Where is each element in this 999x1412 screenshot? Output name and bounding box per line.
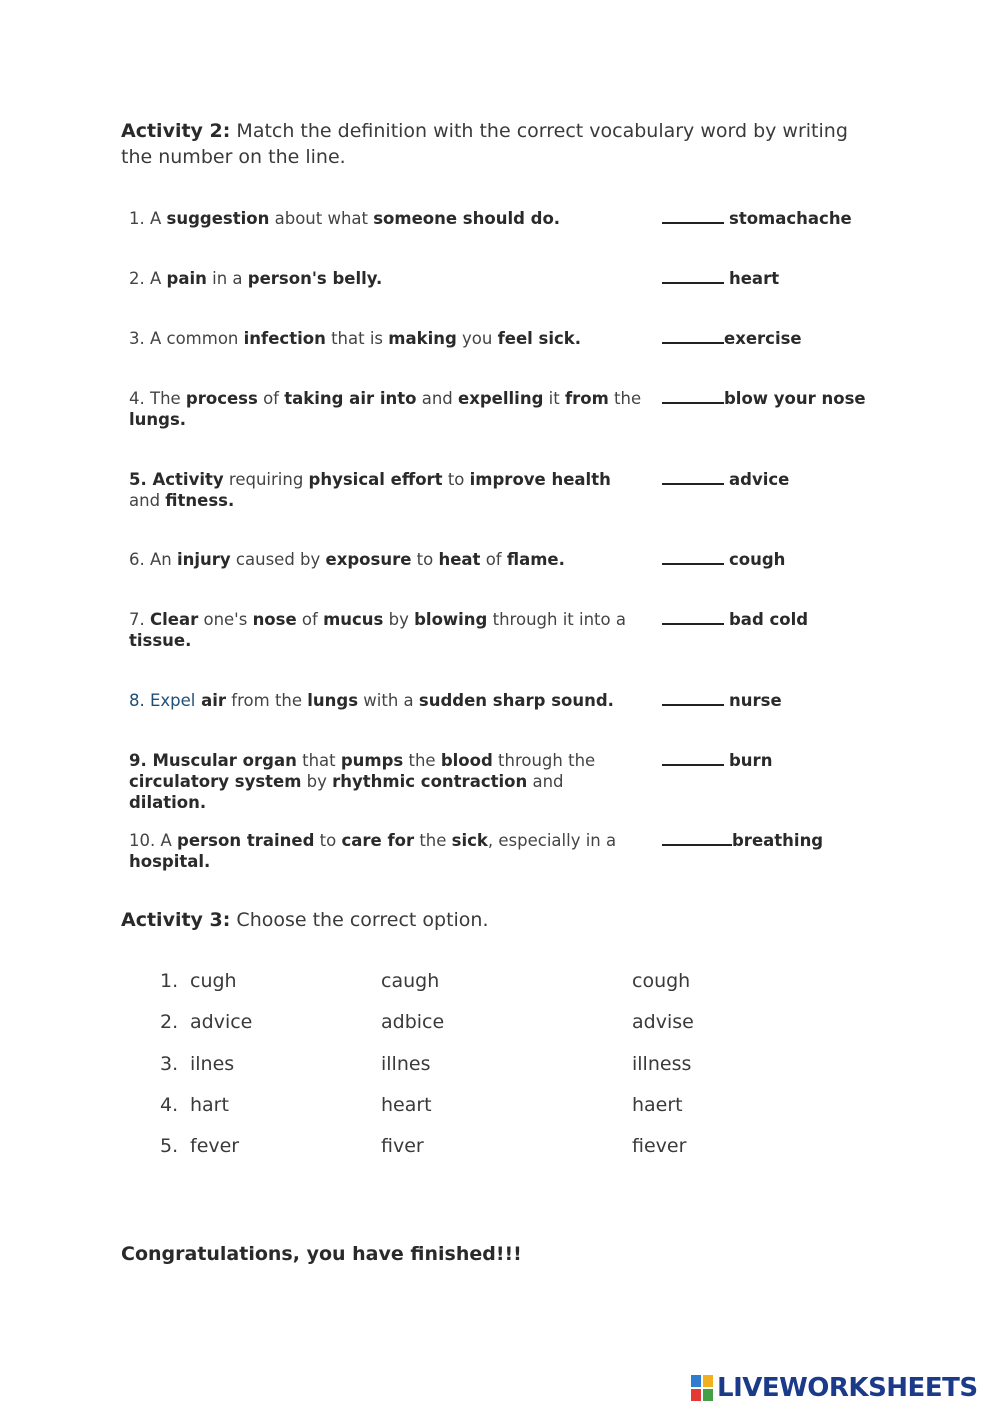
definition-2 (129, 268, 644, 289)
match-row-2 (662, 268, 779, 289)
definition-segment: caused by (230, 550, 326, 569)
answer-blank-10[interactable] (662, 830, 732, 846)
definition-segment: with a (358, 691, 419, 710)
definition-segment: that is (325, 329, 389, 348)
definition-segment: through the (492, 751, 596, 770)
activity3-heading (121, 907, 861, 933)
option-number: 3. (160, 1053, 179, 1075)
activity3-label: Activity 3: (121, 909, 231, 931)
definition-segment: from (564, 389, 609, 408)
option-c[interactable]: illness (632, 1053, 692, 1075)
vocab-word-9: burn (729, 751, 773, 770)
answer-blank-6[interactable] (662, 549, 724, 565)
definition-6 (129, 549, 644, 570)
definition-segment: sick (451, 831, 488, 850)
definition-segment: 6. An (129, 550, 177, 569)
liveworksheets-mark-icon (691, 1375, 713, 1401)
definition-segment: dilation. (129, 793, 207, 812)
definition-segment: taking air into (284, 389, 417, 408)
option-b[interactable]: illnes (381, 1053, 431, 1075)
definition-segment: you (456, 329, 498, 348)
match-row-6 (662, 549, 785, 570)
answer-blank-7[interactable] (662, 609, 724, 625)
vocab-word-4: blow your nose (724, 389, 866, 408)
definition-segment: circulatory system (129, 772, 302, 791)
option-a[interactable]: fever (190, 1135, 240, 1157)
option-a[interactable]: ilnes (190, 1053, 235, 1075)
option-a[interactable]: advice (190, 1011, 253, 1033)
definition-segment: 1. A (129, 209, 167, 228)
match-row-3 (662, 328, 802, 349)
match-row-4 (662, 388, 866, 409)
definition-segment: and (129, 491, 166, 510)
option-a[interactable]: hart (190, 1094, 229, 1116)
definition-segment: 4. The (129, 389, 186, 408)
definition-segment: pumps (340, 751, 404, 770)
vocab-word-10: breathing (732, 831, 824, 850)
liveworksheets-logo[interactable] (691, 1373, 978, 1403)
definition-segment: sudden sharp sound. (418, 691, 614, 710)
definition-segment: and (416, 389, 459, 408)
definition-7 (129, 609, 644, 651)
answer-blank-8[interactable] (662, 690, 724, 706)
match-row-5 (662, 469, 789, 490)
vocab-word-7: bad cold (729, 610, 809, 629)
definition-segment: 3. A common (129, 329, 244, 348)
match-row-8 (662, 690, 782, 711)
definition-segment: it (543, 389, 565, 408)
definition-segment: flame. (506, 550, 565, 569)
definition-segment: blood (440, 751, 493, 770)
definition-segment: of (257, 389, 285, 408)
option-b[interactable]: caugh (381, 970, 440, 992)
option-number: 4. (160, 1094, 179, 1116)
definition-segment: person's belly. (247, 269, 383, 288)
definition-segment: tissue. (129, 631, 192, 650)
definition-segment: 7. (129, 610, 150, 629)
option-b[interactable]: heart (381, 1094, 432, 1116)
definition-segment: suggestion (166, 209, 270, 228)
answer-blank-4[interactable] (662, 388, 724, 404)
definition-segment: to (411, 550, 439, 569)
match-row-9 (662, 750, 772, 771)
definition-segment: to (442, 470, 470, 489)
activity3-instruction: Choose the correct option. (236, 909, 489, 931)
option-c[interactable]: cough (632, 970, 691, 992)
definition-segment: from the (226, 691, 308, 710)
definition-segment: heat (438, 550, 481, 569)
activity2-heading (121, 118, 861, 170)
definition-segment: 8. Expel (129, 691, 196, 710)
definition-segment: exposure (325, 550, 412, 569)
completion-message: Congratulations, you have finished!!! (121, 1243, 522, 1265)
option-a[interactable]: cugh (190, 970, 237, 992)
definition-segment: and (527, 772, 564, 791)
definition-segment: care for (341, 831, 415, 850)
definition-segment: process (185, 389, 258, 408)
option-number: 1. (160, 970, 179, 992)
definition-5 (129, 469, 644, 511)
definition-segment: expelling (458, 389, 544, 408)
definition-3 (129, 328, 644, 349)
definition-segment: hospital. (129, 852, 211, 871)
option-number: 2. (160, 1011, 179, 1033)
definition-segment: 10. A (129, 831, 178, 850)
definition-segment: by (301, 772, 333, 791)
answer-blank-1[interactable] (662, 208, 724, 224)
option-c[interactable]: advise (632, 1011, 694, 1033)
activity2-instruction: Match the definition with the correct vocabulary word by writing the number on the line. (121, 120, 848, 168)
definition-segment: injury (176, 550, 231, 569)
definition-segment: about what (269, 209, 374, 228)
logo-block (703, 1375, 713, 1387)
answer-blank-2[interactable] (662, 268, 724, 284)
definition-1 (129, 208, 644, 229)
definition-segment: mucus (323, 610, 384, 629)
definition-segment: lungs (307, 691, 359, 710)
answer-blank-3[interactable] (662, 328, 724, 344)
definition-8 (129, 690, 644, 711)
definition-segment: , especially in a (487, 831, 617, 850)
option-b[interactable]: adbice (381, 1011, 445, 1033)
definition-segment: rhythmic contraction (332, 772, 528, 791)
option-c[interactable]: fiever (632, 1135, 687, 1157)
definition-segment: to (314, 831, 342, 850)
vocab-word-2: heart (729, 269, 780, 288)
option-c[interactable]: haert (632, 1094, 683, 1116)
brand-name: LIVEWORKSHEETS (717, 1373, 978, 1403)
match-row-10 (662, 830, 823, 851)
definition-segment: through it into a (487, 610, 626, 629)
definition-segment: of (480, 550, 507, 569)
definition-segment: Clear (150, 610, 199, 629)
definition-segment: physical effort (308, 470, 443, 489)
match-row-1 (662, 208, 852, 229)
answer-blank-9[interactable] (662, 750, 724, 766)
vocab-word-8: nurse (729, 691, 782, 710)
definition-segment: feel sick. (497, 329, 582, 348)
definition-9 (129, 750, 644, 813)
definition-segment: one's (198, 610, 253, 629)
match-row-7 (662, 609, 808, 630)
definition-segment: air (195, 691, 227, 710)
definition-segment: person trained (177, 831, 315, 850)
option-b[interactable]: fiver (381, 1135, 424, 1157)
answer-blank-5[interactable] (662, 469, 724, 485)
definition-10 (129, 830, 644, 872)
logo-block (691, 1389, 701, 1401)
definition-segment: by (383, 610, 415, 629)
definition-segment: pain (166, 269, 207, 288)
option-number: 5. (160, 1135, 179, 1157)
definition-segment: that (296, 751, 341, 770)
definition-segment: lungs. (129, 410, 187, 429)
definition-segment: 2. A (129, 269, 167, 288)
definition-segment: 9. Muscular organ (129, 751, 297, 770)
definition-segment: of (296, 610, 324, 629)
logo-block (691, 1375, 701, 1387)
definition-segment: the (403, 751, 441, 770)
definition-segment: improve health (469, 470, 611, 489)
vocab-word-3: exercise (724, 329, 802, 348)
definition-segment: requiring (223, 470, 309, 489)
definition-segment: infection (243, 329, 326, 348)
definition-segment: the (414, 831, 452, 850)
vocab-word-5: advice (729, 470, 790, 489)
activity2-label: Activity 2: (121, 120, 231, 142)
definition-4 (129, 388, 644, 430)
logo-block (703, 1389, 713, 1401)
vocab-word-6: cough (729, 550, 786, 569)
definition-segment: fitness. (165, 491, 235, 510)
definition-segment: nose (252, 610, 297, 629)
vocab-word-1: stomachache (729, 209, 852, 228)
definition-segment: 5. Activity (129, 470, 224, 489)
definition-segment: making (388, 329, 457, 348)
definition-segment: in a (206, 269, 248, 288)
definition-segment: the (608, 389, 642, 408)
definition-segment: someone should do. (373, 209, 561, 228)
definition-segment: blowing (414, 610, 488, 629)
